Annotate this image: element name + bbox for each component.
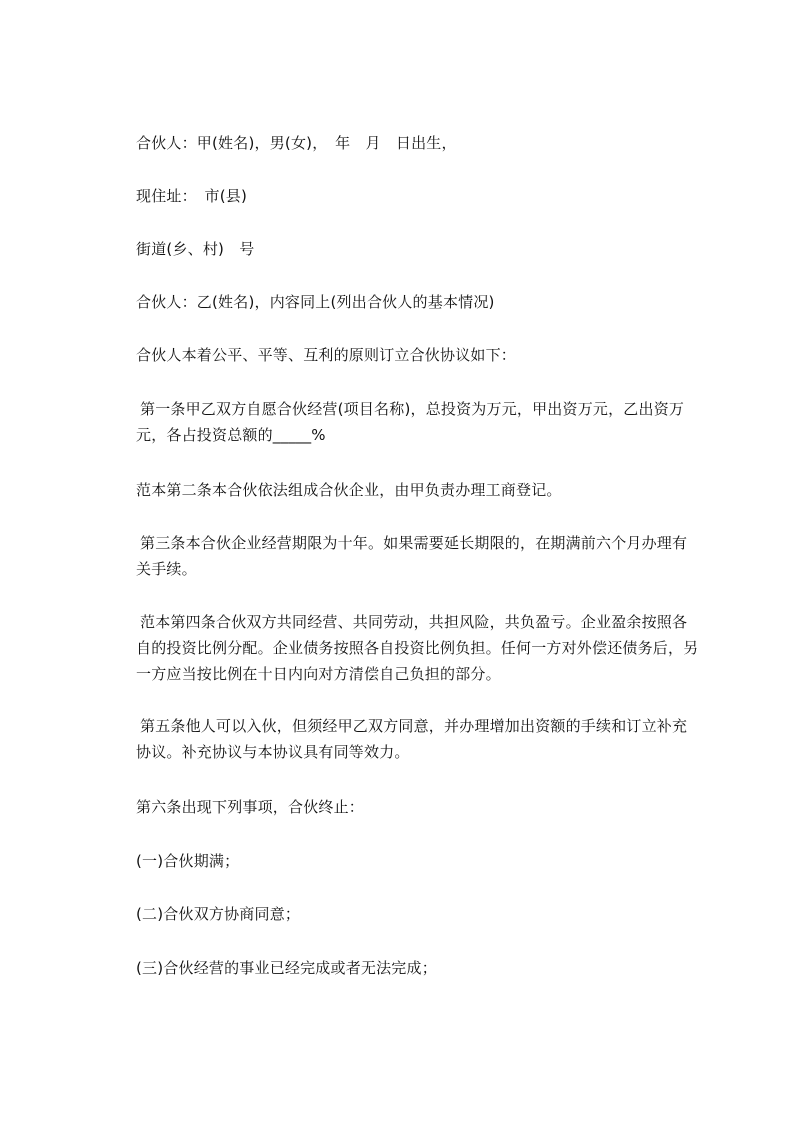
article-3: 第三条本合伙企业经营期限为十年。如果需要延长期限的，在期满前六个月办理有关手续。 <box>136 534 688 578</box>
article-4: 范本第四条合伙双方共同经营、共同劳动，共担风险，共负盈亏。企业盈余按照各自的投资比例分配。企业债务按照各自投资比例负担。任何一方对外偿还债务后，另一方应当按比例在十日内向对方清偿自己负担的部分。 <box>136 613 699 683</box>
agreement-intro: 合伙人本着公平、平等、互利的原则订立合伙协议如下： <box>136 346 517 364</box>
article-1: 第一条甲乙双方自愿合伙经营(项目名称)，总投资为万元，甲出资万元，乙出资万元，各占投资总额的_____% <box>136 400 685 444</box>
partner-a-info: 合伙人：甲(姓名)，男(女)， 年 月 日出生， <box>136 134 457 152</box>
partner-b-info: 合伙人：乙(姓名)，内容同上(列出合伙人的基本情况) <box>136 293 495 311</box>
termination-item-3: (三)合伙经营的事业已经完成或者无法完成； <box>136 959 437 977</box>
partner-a-address: 现住址： 市(县) <box>136 187 248 205</box>
article-6-heading: 第六条出现下列事项，合伙终止： <box>136 798 365 816</box>
termination-item-2: (二)合伙双方协商同意； <box>136 905 301 923</box>
partner-a-street: 街道(乡、村) 号 <box>136 240 255 258</box>
article-5: 第五条他人可以入伙，但须经甲乙双方同意，并办理增加出资额的手续和订立补充协议。补充协议与本协议具有同等效力。 <box>136 717 688 761</box>
termination-item-1: (一)合伙期满； <box>136 852 240 870</box>
article-2: 范本第二条本合伙依法组成合伙企业，由甲负责办理工商登记。 <box>136 481 562 499</box>
